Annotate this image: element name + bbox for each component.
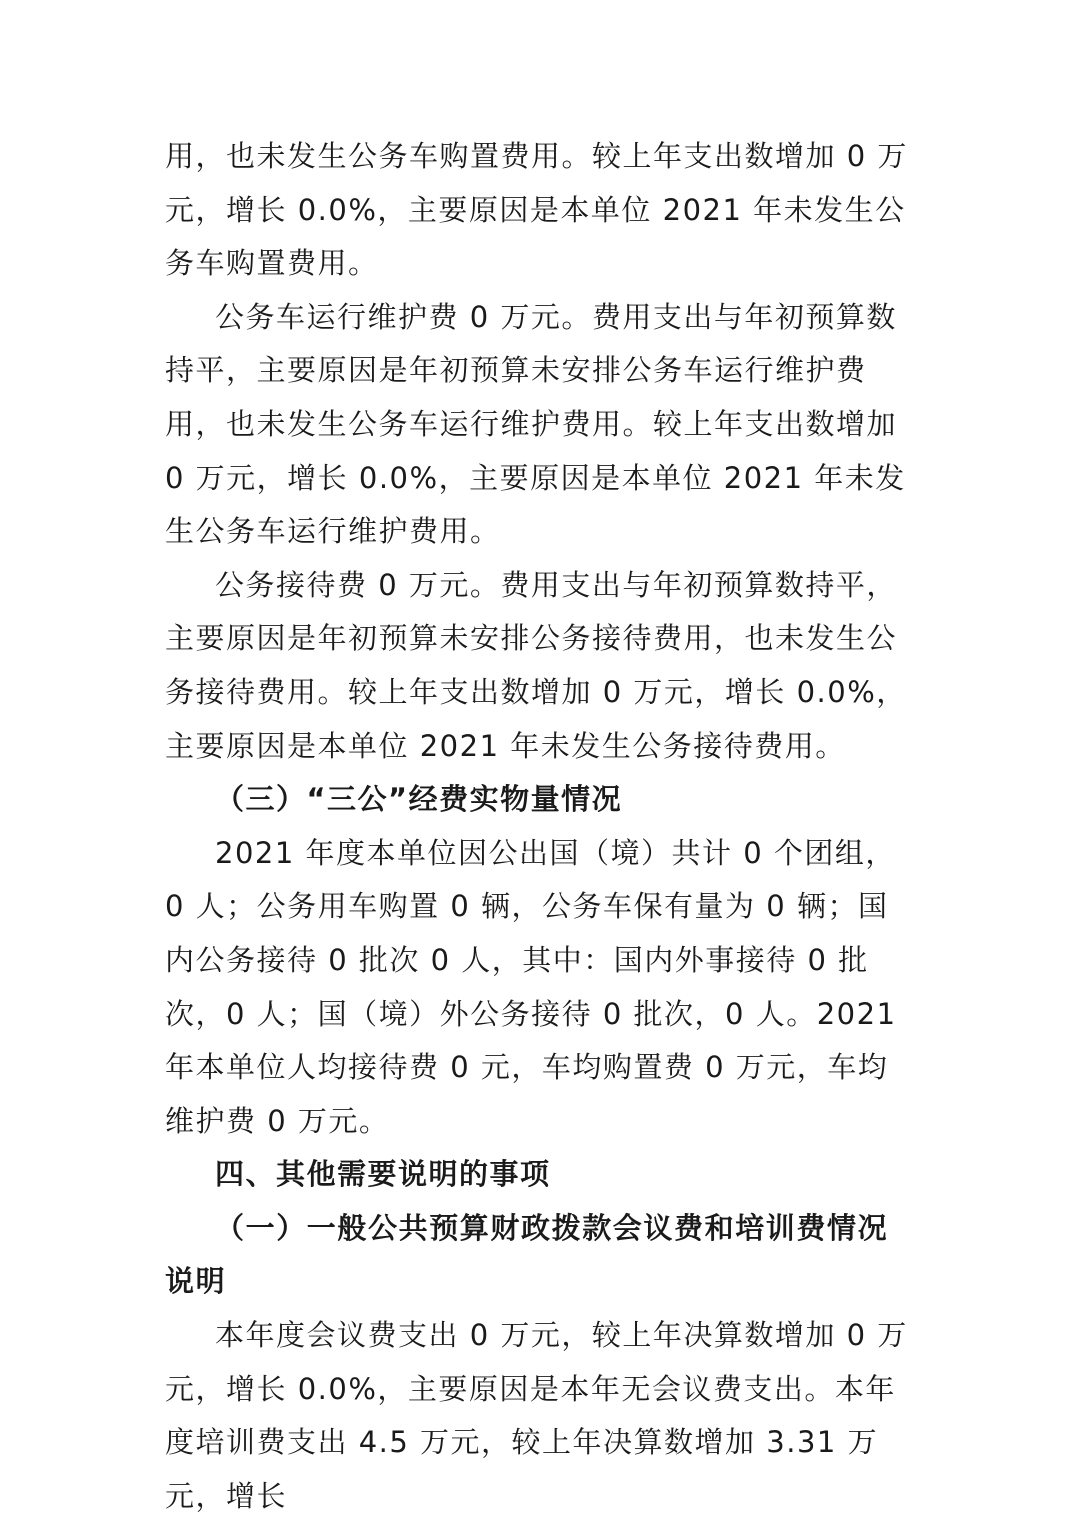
- section-heading-other-matters: 四、其他需要说明的事项: [215, 1157, 551, 1192]
- subsection-heading-meeting-training: （一）一般公共预算财政拨款会议费和培训费情况说明: [165, 1210, 889, 1299]
- paragraph-physical-quantity: 2021 年度本单位因公出国（境）共计 0 个团组，0 人；公务用车购置 0 辆，公务车保有量为 0 辆；国内公务接待 0 批次 0 人，其中：国内外事接待 0 批次，0 人；国（境）外公务接待 0 批次，0 人。2021 年本单位人均接待费 0 元，车均购置费 0 万元，车均维护费 0 万元。: [165, 835, 897, 1138]
- document-body: [165, 130, 910, 1523]
- paragraph-vehicle-purchase-continued: 用，也未发生公务车购置费用。较上年支出数增加 0 万元，增长 0.0%，主要原因是本单位 2021 年未发生公务车购置费用。: [165, 139, 908, 281]
- paragraph-meeting-training: 本年度会议费支出 0 万元，较上年决算数增加 0 万元，增长 0.0%，主要原因是本年无会议费支出。本年度培训费支出 4.5 万元，较上年决算数增加 3.31 万元，增长: [165, 1318, 908, 1513]
- paragraph-vehicle-maintenance: 公务车运行维护费 0 万元。费用支出与年初预算数持平，主要原因是年初预算未安排公务车运行维护费用，也未发生公务车运行维护费用。较上年支出数增加 0 万元，增长 0.0%，主要原因是本单位 2021 年未发生公务车运行维护费用。: [165, 299, 906, 549]
- paragraph-official-reception: 公务接待费 0 万元。费用支出与年初预算数持平，主要原因是年初预算未安排公务接待费用，也未发生公务接待费用。较上年支出数增加 0 万元，增长 0.0%，主要原因是本单位 2021 年未发生公务接待费用。: [165, 567, 907, 763]
- section-heading-physical-quantity: （三）“三公”经费实物量情况: [215, 782, 623, 817]
